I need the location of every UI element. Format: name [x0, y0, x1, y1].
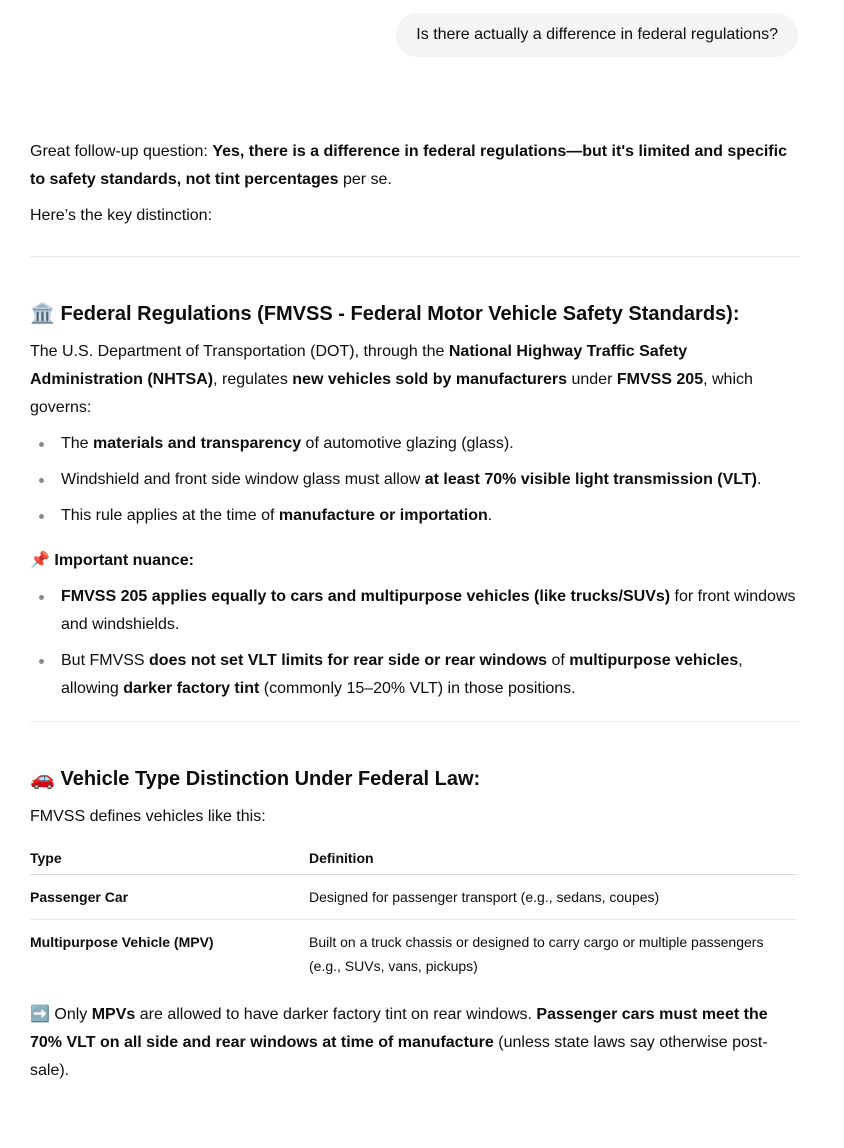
bullet-bold: at least 70% visible light transmission (VLT) [424, 471, 757, 488]
bullet-text: , allowing [61, 652, 743, 697]
para-bold: National Highway Traffic Safety Administration (NHTSA) [30, 343, 688, 388]
table-cell-type: Passenger Car [30, 889, 129, 905]
table-row [30, 875, 798, 920]
table-cell [30, 920, 309, 989]
right-arrow-icon: ➡️ [30, 1004, 50, 1023]
federal-bullets [30, 430, 800, 530]
pushpin-icon: 📌 [30, 550, 50, 569]
list-item [30, 583, 800, 639]
car-icon: 🚗 [30, 766, 55, 790]
section-federal-title: Federal Regulations (FMVSS - Federal Motor Vehicle Safety Standards): [60, 303, 740, 325]
bullet-text: of automotive glazing (glass). [301, 435, 514, 452]
bullet-text: for front windows and windshields. [61, 588, 796, 633]
intro-tail: per se. [338, 171, 392, 188]
intro-bold: Yes, there is a difference in federal regulations—but it's limited and specific to safety standards, not tint percentages [30, 143, 787, 188]
list-item [30, 466, 800, 494]
para-text: The U.S. Department of Transportation (DOT), through the [30, 343, 449, 360]
bullet-bold: manufacture or importation [278, 507, 488, 524]
bullet-text: This rule applies at the time of [61, 507, 279, 524]
note-text: (unless state laws say otherwise post-sale). [30, 1034, 768, 1079]
bullet-bold: does not set VLT limits for rear side or rear windows [149, 652, 548, 669]
note-bold: MPVs [91, 1006, 136, 1023]
conclusion-note [30, 1000, 800, 1085]
classical-building-icon: 🏛️ [30, 301, 55, 325]
para-bold: FMVSS 205 [616, 371, 704, 388]
table-header-cell: Definition [309, 842, 798, 875]
bullet-text: of [547, 652, 570, 669]
para-text: , regulates [213, 371, 293, 388]
vehicle-type-table [30, 842, 798, 988]
nuance-title: Important nuance: [54, 552, 194, 569]
assistant-response [30, 138, 800, 1085]
table-header-row [30, 842, 798, 875]
table-cell: Built on a truck chassis or designed to carry cargo or multiple passengers (e.g., SUVs, vans, pickups) [309, 934, 764, 974]
note-bold: Passenger cars must meet the 70% VLT on all side and rear windows at time of manufacture [30, 1006, 768, 1051]
list-item [30, 502, 800, 530]
table-row [30, 920, 798, 989]
bullet-text: . [487, 507, 493, 524]
note-text: are allowed to have darker factory tint on rear windows. [135, 1006, 537, 1023]
table-cell-type: Multipurpose Vehicle (MPV) [30, 934, 214, 950]
table-cell [30, 875, 309, 920]
para-text: , which governs: [30, 371, 753, 416]
intro-paragraph [30, 138, 800, 194]
nuance-bullets [30, 583, 800, 703]
bullet-bold: materials and transparency [93, 435, 302, 452]
section-federal-heading [30, 298, 800, 329]
table-cell: Designed for passenger transport (e.g., sedans, coupes) [309, 875, 798, 920]
section-federal-paragraph [30, 338, 800, 422]
section-vehicle-type-intro: FMVSS defines vehicles like this: [30, 808, 266, 825]
divider [30, 721, 800, 722]
list-item [30, 647, 800, 703]
list-item [30, 430, 800, 458]
table-header-cell: Type [30, 842, 309, 875]
key-distinction: Here’s the key distinction: [30, 207, 213, 224]
bullet-text: Windshield and front side window glass must allow [61, 471, 425, 488]
section-vehicle-type-heading [30, 763, 800, 794]
bullet-text: (commonly 15–20% VLT) in those positions. [259, 680, 576, 697]
intro-lead: Great follow-up question: [30, 143, 213, 160]
section-vehicle-type-title: Vehicle Type Distinction Under Federal Law: [60, 768, 481, 790]
user-message-bubble: Is there actually a difference in federal regulations? [396, 13, 798, 57]
bullet-bold: darker factory tint [123, 680, 260, 697]
bullet-bold: FMVSS 205 applies equally to cars and multipurpose vehicles (like trucks/SUVs) [61, 588, 671, 605]
nuance-heading [30, 546, 800, 575]
bullet-text: The [61, 435, 94, 452]
note-text: Only [49, 1006, 92, 1023]
bullet-text: But FMVSS [61, 652, 150, 669]
bullet-text: . [756, 471, 762, 488]
para-bold: new vehicles sold by manufacturers [292, 371, 568, 388]
user-message-row [396, 13, 798, 57]
bullet-bold: multipurpose vehicles [569, 652, 739, 669]
divider [30, 256, 800, 257]
para-text: under [567, 371, 617, 388]
